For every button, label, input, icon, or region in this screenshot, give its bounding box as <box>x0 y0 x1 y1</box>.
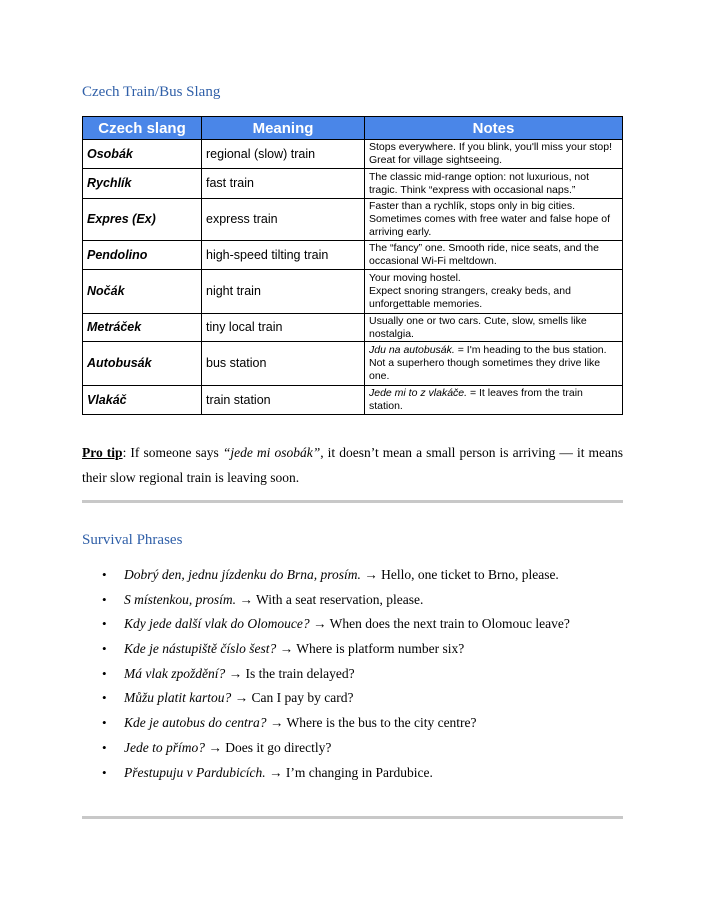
english-translation: → Is the train delayed? <box>225 665 355 681</box>
horizontal-divider <box>82 500 623 503</box>
pro-tip-text-after: , it doesn’t mean a small person is arriving — it means their slow regional train is leaving soon. <box>82 445 624 485</box>
pro-tip-label: Pro tip <box>82 445 123 460</box>
slang-notes <box>365 270 623 314</box>
bullet-icon: • <box>102 739 107 755</box>
header-notes: Notes <box>365 117 623 140</box>
pro-tip-paragraph <box>82 440 623 490</box>
slang-notes <box>365 140 623 169</box>
table-row <box>83 386 623 415</box>
note-line: Your moving hostel. <box>369 272 461 284</box>
english-translation: → With a seat reservation, please. <box>236 591 424 607</box>
table-header-row <box>83 117 623 140</box>
note-line: Not a superhero though sometimes they drive like <box>369 357 601 369</box>
slang-section-title: Czech Train/Bus Slang <box>82 84 221 100</box>
note-line: station. <box>369 400 403 412</box>
slang-term: Rychlík <box>83 169 202 199</box>
note-line <box>369 344 618 357</box>
note-example: Jede mi to z vlakáče. <box>369 387 468 399</box>
slang-meaning: bus station <box>202 342 365 386</box>
note-line: Great for village sightseeing. <box>369 154 503 166</box>
table-row <box>83 140 623 169</box>
slang-meaning: fast train <box>202 169 365 199</box>
note-line: Faster than a rychlík, stops only in big cities. <box>369 200 576 212</box>
english-translation: → Where is the bus to the city centre? <box>266 715 477 731</box>
czech-phrase: Jede to přímo? <box>124 739 205 755</box>
note-line: The classic mid-range option: not luxurious, not <box>369 170 590 183</box>
table-row <box>83 314 623 342</box>
english-translation: → When does the next train to Olomouc leave? <box>309 616 570 632</box>
slang-notes <box>365 241 623 270</box>
note-line: tragic. Think “express with occasional naps.” <box>369 183 576 196</box>
note-line: nostalgia. <box>369 327 414 340</box>
czech-phrase: S místenkou, prosím. <box>124 591 236 607</box>
bullet-icon: • <box>102 715 107 731</box>
czech-phrase: Dobrý den, jednu jízdenku do Brna, prosím. <box>124 567 361 582</box>
english-translation: → Hello, one ticket to Brno, please. <box>360 567 559 582</box>
slang-meaning: train station <box>202 386 365 415</box>
note-translation: = I'm heading to the bus station. <box>454 344 607 356</box>
slang-term: Vlakáč <box>83 386 202 415</box>
phrases-list <box>82 563 623 785</box>
czech-phrase: Má vlak zpoždění? <box>124 665 226 681</box>
table-row <box>83 270 623 314</box>
bullet-icon: • <box>102 690 107 706</box>
list-item <box>82 711 623 736</box>
note-line: one. <box>369 370 390 382</box>
note-line <box>369 387 618 400</box>
slang-meaning: tiny local train <box>202 314 365 342</box>
bullet-icon: • <box>102 616 107 632</box>
note-line: occasional Wi-Fi meltdown. <box>369 255 497 267</box>
slang-term: Metráček <box>83 314 202 342</box>
bullet-icon: • <box>102 665 107 681</box>
list-item <box>82 637 623 662</box>
slang-meaning: high-speed tilting train <box>202 241 365 270</box>
list-item <box>82 736 623 761</box>
horizontal-divider <box>82 816 623 819</box>
english-translation: → Does it go directly? <box>204 739 332 755</box>
list-item <box>82 686 623 711</box>
note-line: Expect snoring strangers, creaky beds, and <box>369 285 571 297</box>
note-line: arriving early. <box>369 226 432 238</box>
czech-phrase: Kde je nástupiště číslo šest? <box>124 641 277 657</box>
bullet-icon: • <box>102 764 107 780</box>
slang-term: Nočák <box>83 270 202 314</box>
list-item <box>82 612 623 637</box>
note-example: Jdu na autobusák. <box>369 344 455 356</box>
czech-phrase: Přestupuju v Pardubicích. <box>124 764 266 780</box>
pro-tip-quote: “jede mi osobák” <box>222 445 321 460</box>
bullet-icon: • <box>102 591 107 607</box>
english-translation: → Where is platform number six? <box>276 641 465 657</box>
list-item <box>82 563 623 588</box>
slang-term: Pendolino <box>83 241 202 270</box>
slang-table <box>82 116 623 415</box>
czech-phrase: Kdy jede další vlak do Olomouce? <box>124 616 310 632</box>
table-row <box>83 241 623 270</box>
slang-meaning: night train <box>202 270 365 314</box>
slang-notes <box>365 199 623 241</box>
slang-notes <box>365 386 623 415</box>
slang-term: Osobák <box>83 140 202 169</box>
note-line: The “fancy” one. Smooth ride, nice seats, and the <box>369 242 599 254</box>
slang-notes <box>365 342 623 386</box>
note-line: Sometimes comes with free water and false hope of <box>369 213 611 225</box>
note-line: unforgettable memories. <box>369 298 483 310</box>
slang-term: Expres (Ex) <box>83 199 202 241</box>
slang-meaning: regional (slow) train <box>202 140 365 169</box>
czech-phrase: Kde je autobus do centra? <box>124 715 267 731</box>
header-czech-slang: Czech slang <box>83 117 202 140</box>
header-meaning: Meaning <box>202 117 365 140</box>
list-item <box>82 662 623 687</box>
czech-phrase: Můžu platit kartou? <box>124 690 232 706</box>
phrases-section-title: Survival Phrases <box>82 532 183 548</box>
english-translation: → Can I pay by card? <box>231 690 354 706</box>
slang-notes <box>365 314 623 342</box>
english-translation: → I’m changing in Pardubice. <box>265 764 433 780</box>
table-row <box>83 342 623 386</box>
slang-term: Autobusák <box>83 342 202 386</box>
slang-notes <box>365 169 623 199</box>
bullet-icon: • <box>102 641 107 657</box>
note-translation: = It leaves from the train <box>467 387 583 399</box>
pro-tip-text-before: : If someone says <box>122 445 223 460</box>
list-item <box>82 588 623 613</box>
list-item <box>82 761 623 786</box>
note-line: Stops everywhere. If you blink, you'll miss your stop! <box>369 141 613 153</box>
bullet-icon: • <box>102 567 107 582</box>
note-line: Usually one or two cars. Cute, slow, smells like <box>369 314 587 327</box>
slang-meaning: express train <box>202 199 365 241</box>
table-row <box>83 199 623 241</box>
table-row <box>83 169 623 199</box>
